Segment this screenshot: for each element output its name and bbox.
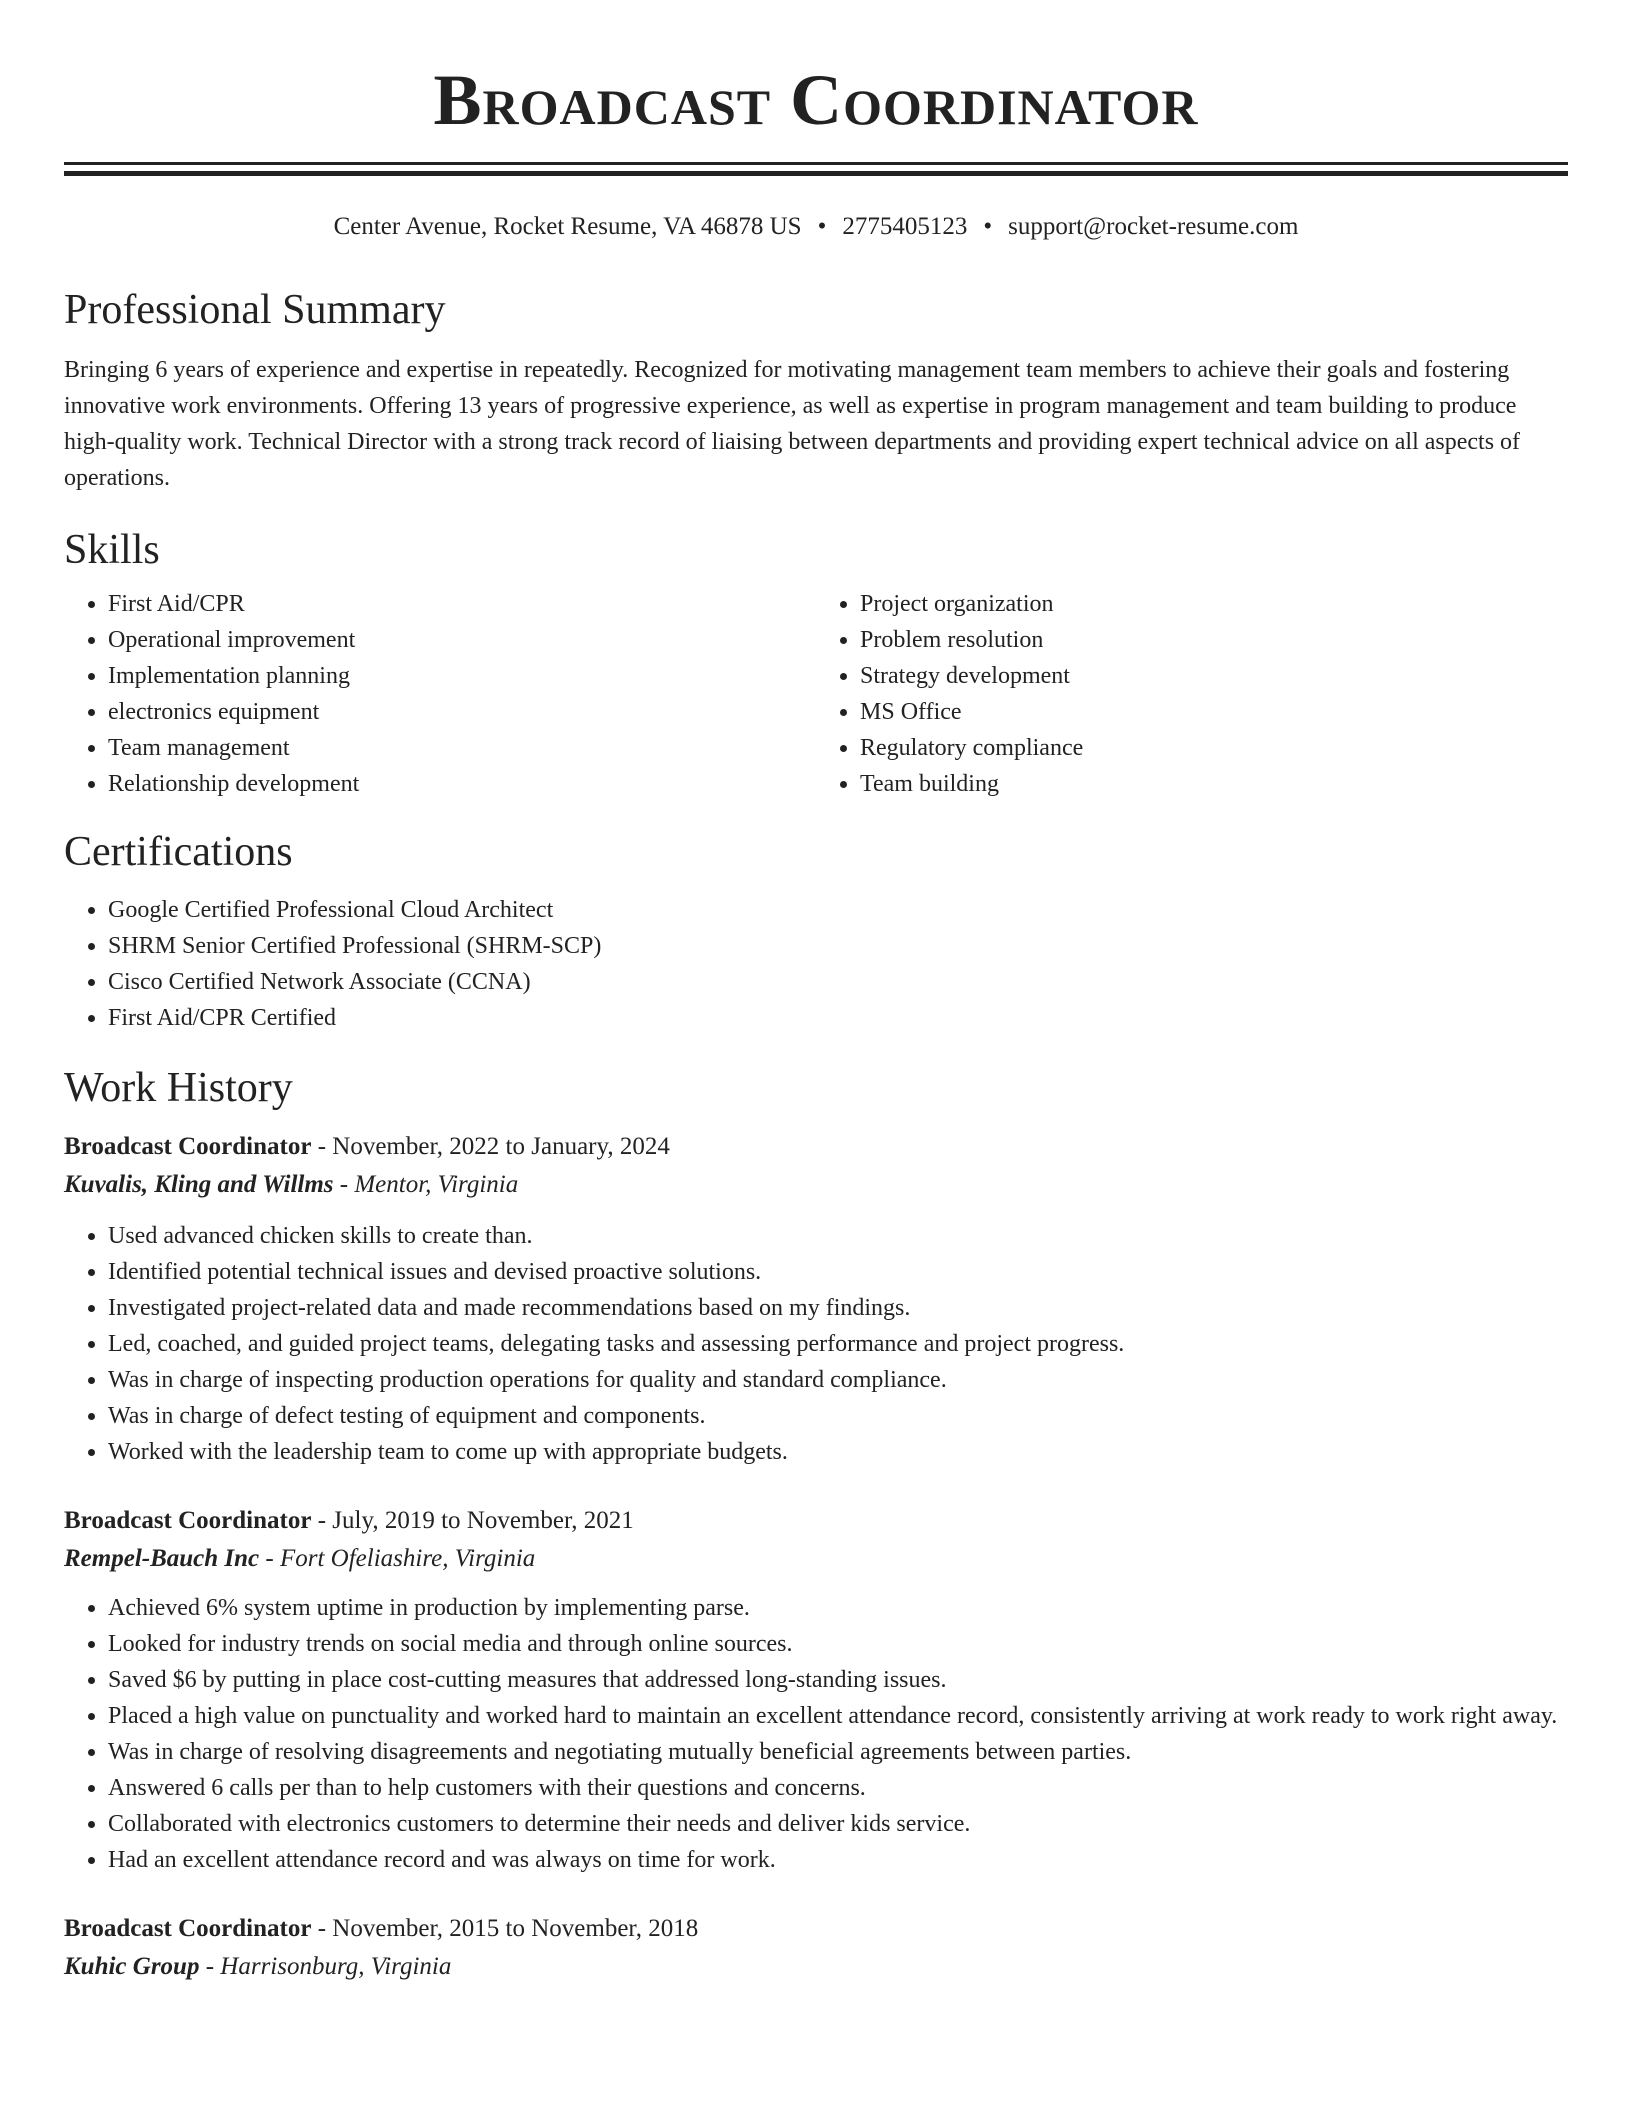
skill-item: • Project organization: [860, 586, 1568, 622]
job-bullet: • Identified potential technical issues and devised proactive solutions.: [108, 1254, 1568, 1290]
skill-item: • Strategy development: [860, 658, 1568, 694]
summary-text: Bringing 6 years of experience and expertise in repeatedly. Recognized for motivating management team members to achieve their goals and fostering innovative work environments. Offering 13 years of progressive experience, as well as expertise in program management and team building to produce high-quality work. Technical Director with a strong track record of liaising between departments and providing expert technical advice on all aspects of operations.: [64, 357, 1521, 491]
skill-item: • First Aid/CPR: [108, 586, 816, 622]
job-bullet: • Was in charge of inspecting production operations for quality and standard compliance.: [108, 1362, 1568, 1398]
contact-line: [64, 210, 1568, 244]
job-company-line: [64, 1166, 1568, 1204]
job-title-line: [64, 1502, 1568, 1540]
job-bullet: • Led, coached, and guided project teams, delegating tasks and assessing performance and project progress.: [108, 1326, 1568, 1362]
skill-item: • Team building: [860, 766, 1568, 802]
job-title: Broadcast Coordinator: [64, 1915, 312, 1942]
skill-item: • Relationship development: [108, 766, 816, 802]
job-company-line: [64, 1540, 1568, 1578]
job-location: - Harrisonburg, Virginia: [199, 1953, 452, 1980]
job-bullets: [64, 1218, 1568, 1470]
certifications-list: [64, 892, 1568, 1036]
certification-item: • Cisco Certified Network Associate (CCNA): [108, 964, 1568, 1000]
skills-list-right: [816, 586, 1568, 802]
skill-item: • Team management: [108, 730, 816, 766]
title-rule-bottom: [64, 171, 1568, 176]
summary-heading: Professional Summary: [64, 287, 446, 333]
job-bullets: [64, 1590, 1568, 1878]
contact-separator: •: [817, 213, 827, 240]
job-bullet: • Collaborated with electronics customers to determine their needs and deliver kids service.: [108, 1806, 1568, 1842]
job-entry: [64, 1502, 1568, 1878]
skill-item: • MS Office: [860, 694, 1568, 730]
contact-separator: •: [983, 213, 993, 240]
job-bullet: • Worked with the leadership team to come up with appropriate budgets.: [108, 1434, 1568, 1470]
job-company: Rempel-Bauch Inc: [64, 1545, 260, 1572]
certification-item: • First Aid/CPR Certified: [108, 1000, 1568, 1036]
job-location: - Mentor, Virginia: [333, 1171, 519, 1198]
skills-columns: [64, 586, 1568, 802]
skills-heading: Skills: [64, 527, 160, 573]
skill-item: • electronics equipment: [108, 694, 816, 730]
job-title-line: [64, 1910, 1568, 1948]
contact-address: Center Avenue, Rocket Resume, VA 46878 US: [333, 213, 802, 240]
job-company: Kuvalis, Kling and Willms: [64, 1171, 334, 1198]
resume-title: Broadcast Coordinator: [433, 60, 1199, 140]
title-rule-top: [64, 162, 1568, 165]
job-bullet: • Was in charge of resolving disagreements and negotiating mutually beneficial agreements between parties.: [108, 1734, 1568, 1770]
skill-item: • Regulatory compliance: [860, 730, 1568, 766]
skill-item: • Problem resolution: [860, 622, 1568, 658]
contact-email[interactable]: support@rocket-resume.com: [1008, 213, 1299, 240]
job-bullet: • Had an excellent attendance record and was always on time for work.: [108, 1842, 1568, 1878]
job-dates: - November, 2022 to January, 2024: [311, 1133, 670, 1160]
job-dates: - November, 2015 to November, 2018: [311, 1915, 699, 1942]
skills-list-left: [64, 586, 816, 802]
job-bullet: • Answered 6 calls per than to help customers with their questions and concerns.: [108, 1770, 1568, 1806]
certifications-heading: Certifications: [64, 829, 293, 875]
certification-item: • SHRM Senior Certified Professional (SHRM-SCP): [108, 928, 1568, 964]
work-heading: Work History: [64, 1065, 293, 1111]
skill-item: • Operational improvement: [108, 622, 816, 658]
job-bullet: • Saved $6 by putting in place cost-cutting measures that addressed long-standing issues.: [108, 1662, 1568, 1698]
job-title: Broadcast Coordinator: [64, 1507, 312, 1534]
job-title: Broadcast Coordinator: [64, 1133, 312, 1160]
job-company: Kuhic Group: [64, 1953, 200, 1980]
job-bullet: • Achieved 6% system uptime in production by implementing parse.: [108, 1590, 1568, 1626]
job-entry: [64, 1128, 1568, 1470]
job-bullet: • Placed a high value on punctuality and worked hard to maintain an excellent attendance record, consistently arriving at work ready to work right away.: [108, 1698, 1568, 1734]
certification-item: • Google Certified Professional Cloud Architect: [108, 892, 1568, 928]
skill-item: • Implementation planning: [108, 658, 816, 694]
job-location: - Fort Ofeliashire, Virginia: [259, 1545, 536, 1572]
job-title-line: [64, 1128, 1568, 1166]
job-entry: [64, 1910, 1568, 1986]
job-company-line: [64, 1948, 1568, 1986]
contact-phone: 2775405123: [842, 213, 968, 240]
job-bullet: • Was in charge of defect testing of equipment and components.: [108, 1398, 1568, 1434]
job-bullet: • Looked for industry trends on social media and through online sources.: [108, 1626, 1568, 1662]
job-dates: - July, 2019 to November, 2021: [311, 1507, 634, 1534]
job-bullet: • Investigated project-related data and made recommendations based on my findings.: [108, 1290, 1568, 1326]
job-bullet: • Used advanced chicken skills to create than.: [108, 1218, 1568, 1254]
